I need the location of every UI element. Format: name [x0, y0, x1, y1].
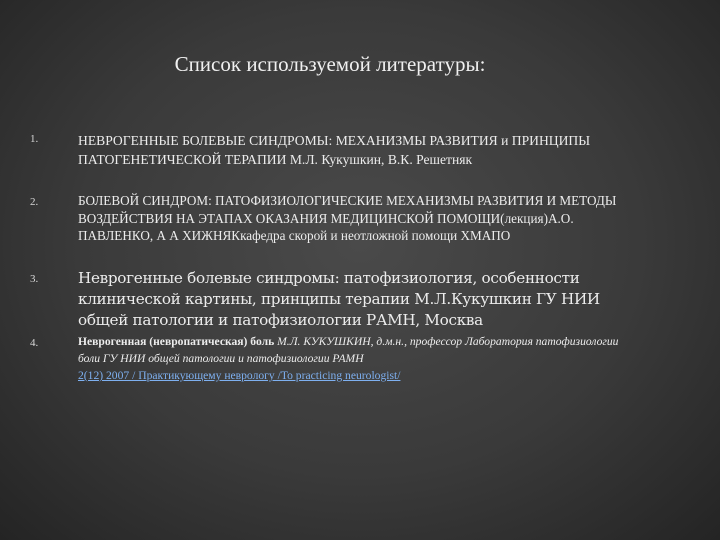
reference-item-4	[30, 333, 630, 384]
item-text: НЕВРОГЕННЫЕ БОЛЕВЫЕ СИНДРОМЫ: МЕХАНИЗМЫ РАЗВИТИЯ и ПРИНЦИПЫ ПАТОГЕНЕТИЧЕСКОЙ ТЕРАПИИ М.Л. Кукушкин, В.К. Решетняк	[78, 133, 591, 167]
item-number: 4.	[30, 337, 39, 349]
item-title-bold: Неврогенная (невропатическая) боль	[78, 335, 275, 348]
reference-item-3	[30, 268, 630, 331]
item-number: 2.	[30, 196, 39, 208]
item-text	[78, 333, 630, 384]
reference-item-1	[30, 131, 630, 169]
journal-link[interactable]: 2(12) 2007 / Практикующему неврологу /To practicing neurologist/	[78, 369, 401, 382]
reference-item-2	[30, 192, 630, 245]
item-text: Неврогенные болевые синдромы: патофизиология, особенности клинической картины, принципы терапии М.Л.Кукушкин ГУ НИИ общей патологии и патофизиологии РАМН, Москва	[78, 269, 600, 329]
item-author-italic: М.Л. КУКУШКИН, д.м.н., профессор Лаборатория патофизиологии боли ГУ НИИ общей патологии и патофизиологии РАМН	[78, 335, 619, 365]
item-number: 3.	[30, 273, 39, 285]
slide-title: Список используемой литературы:	[174, 52, 486, 76]
item-number: 1.	[30, 133, 39, 145]
item-text: БОЛЕВОЙ СИНДРОМ: ПАТОФИЗИОЛОГИЧЕСКИЕ МЕХАНИЗМЫ РАЗВИТИЯ И МЕТОДЫ ВОЗДЕЙСТВИЯ НА ЭТАПАХ ОКАЗАНИЯ МЕДИЦИНСКОЙ ПОМОЩИ(лекция)А.О. ПАВЛЕНКО, А А ХИЖНЯКкафедра скорой и неотложной помощи ХМАПО	[78, 193, 617, 243]
